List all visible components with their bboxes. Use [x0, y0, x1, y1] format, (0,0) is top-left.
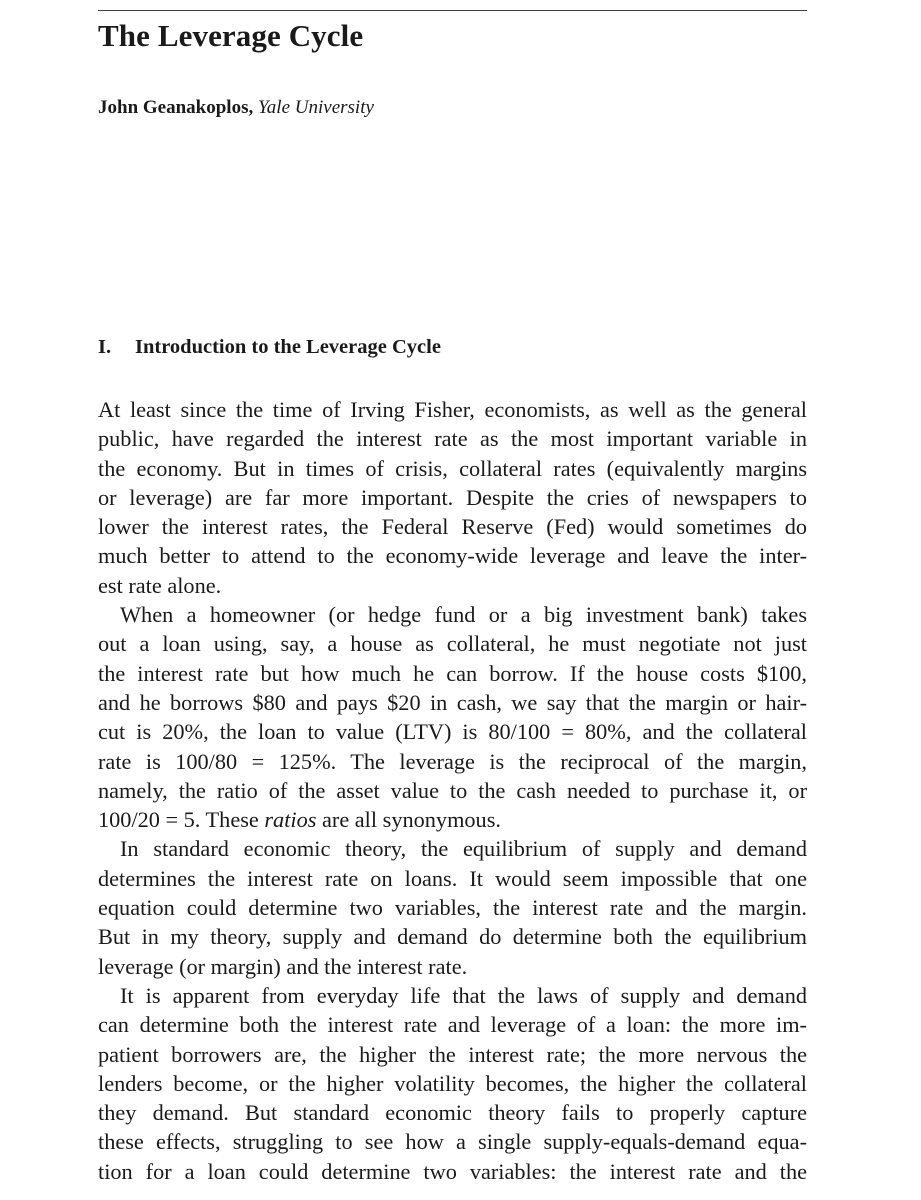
text-line: namely, the ratio of the asset value to the cash needed to purchase it, or — [98, 777, 807, 803]
text-line: these effects, struggling to see how a single supply-equals-demand equa- — [98, 1129, 807, 1155]
text-line: the interest rate but how much he can borrow. If the house costs $100, — [98, 660, 807, 686]
text-line: equation could determine two variables, the interest rate and the margin. — [98, 895, 807, 921]
text-line: It is apparent from everyday life that the laws of supply and demand — [120, 982, 807, 1008]
top-rule — [98, 10, 807, 11]
text-run: 100/20 = 5. These — [98, 807, 265, 833]
text-line: cut is 20%, the loan to value (LTV) is 80/100 = 80%, and the collateral — [98, 719, 807, 745]
text-line: or leverage) are far more important. Despite the cries of newspapers to — [98, 484, 807, 510]
article-title: The Leverage Cycle — [98, 18, 364, 53]
text-line: When a homeowner (or hedge fund or a big investment bank) takes — [120, 602, 807, 628]
text-line: At least since the time of Irving Fisher, economists, as well as the general — [98, 397, 807, 422]
text-line: patient borrowers are, the higher the interest rate; the more nervous the — [98, 1041, 807, 1067]
text-line: much better to attend to the economy-wide leverage and leave the inter- — [98, 543, 807, 569]
body-text — [98, 395, 807, 1186]
byline — [98, 97, 374, 119]
text-line: lower the interest rates, the Federal Reserve (Fed) would sometimes do — [98, 514, 807, 540]
text-line: In standard economic theory, the equilibrium of supply and demand — [120, 836, 807, 862]
author-name: John Geanakoplos, — [98, 97, 254, 118]
text-line: and he borrows $80 and pays $20 in cash, we say that the margin or hair- — [98, 689, 807, 715]
text-run: are all synonymous. — [316, 807, 501, 833]
text-line: out a loan using, say, a house as collateral, he must negotiate not just — [98, 631, 807, 657]
author-affiliation: Yale University — [257, 97, 374, 118]
paragraph — [98, 981, 807, 1186]
paragraph — [98, 834, 807, 980]
paragraph — [98, 395, 807, 600]
section-heading — [98, 336, 441, 359]
text-line: can determine both the interest rate and leverage of a loan: the more im- — [98, 1012, 807, 1038]
text-line: public, have regarded the interest rate as the most important variable in — [98, 426, 807, 452]
text-line: tion for a loan could determine two variables: the interest rate and the — [98, 1158, 807, 1184]
text-line: determines the interest rate on loans. It would seem impossible that one — [98, 865, 807, 891]
text-line: But in my theory, supply and demand do determine both the equilibrium — [98, 924, 807, 950]
section-title: Introduction to the Leverage Cycle — [135, 336, 441, 358]
text-line — [98, 805, 807, 834]
text-line: the economy. But in times of crisis, collateral rates (equivalently margins — [98, 455, 807, 481]
text-line: they demand. But standard economic theory fails to properly capture — [98, 1100, 807, 1126]
text-line: lenders become, or the higher volatility becomes, the higher the collateral — [98, 1070, 807, 1096]
text-line: rate is 100/80 = 125%. The leverage is the reciprocal of the margin, — [98, 748, 807, 774]
text-line: est rate alone. — [98, 572, 222, 598]
text-line: leverage (or margin) and the interest rate. — [98, 953, 468, 979]
section-number: I. — [98, 336, 112, 358]
paragraph — [98, 600, 807, 834]
italic-term: ratios — [264, 807, 317, 833]
